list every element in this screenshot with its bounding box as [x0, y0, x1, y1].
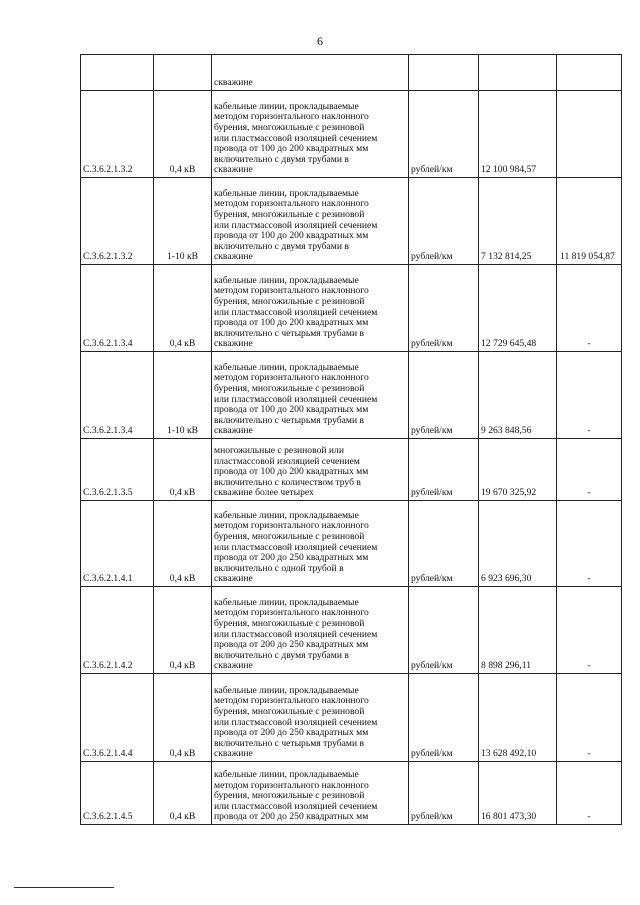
tariff-table — [80, 54, 622, 825]
rate-cell: 8 898 296,11 — [479, 587, 557, 674]
code-cell: С.3.6.2.1.3.5 — [81, 439, 154, 501]
rate-cell: 16 801 473,30 — [479, 762, 557, 825]
unit-cell: рублей/км — [409, 501, 479, 587]
rate-cell: 6 923 696,30 — [479, 501, 557, 587]
rate-alt-cell: - — [557, 674, 622, 762]
rate-alt-cell: 11 819 054,87 — [557, 178, 622, 265]
code-cell: С.3.6.2.1.4.4 — [81, 674, 154, 762]
rate-alt-cell: - — [557, 439, 622, 501]
rate-cell: 9 263 848,56 — [479, 352, 557, 439]
description-cell — [212, 91, 409, 178]
unit-cell: рублей/км — [409, 265, 479, 352]
code-cell: С.3.6.2.1.4.5 — [81, 762, 154, 825]
table-row — [81, 91, 622, 178]
unit-cell: рублей/км — [409, 587, 479, 674]
unit-cell: рублей/км — [409, 91, 479, 178]
rate-cell: 12 100 984,57 — [479, 91, 557, 178]
voltage-cell: 0,4 кВ — [154, 587, 212, 674]
table-row — [81, 501, 622, 587]
description-cell — [212, 439, 409, 501]
description-cell — [212, 674, 409, 762]
description-cell — [212, 352, 409, 439]
description-text: кабельные линии, прокладываемые методом горизонтального наклонного бурения, многожильные с резиновой или пластмассовой изоляцией сечением провода от 100 до 200 квадратных мм включительно с двумя трубами в скважине — [214, 187, 378, 263]
table-row — [81, 55, 622, 91]
code-cell: С.3.6.2.1.4.2 — [81, 587, 154, 674]
footnote-divider — [14, 887, 114, 888]
rate-alt-cell: - — [557, 501, 622, 587]
description-text: кабельные линии, прокладываемые методом горизонтального наклонного бурения, многожильные с резиновой или пластмассовой изоляцией сечением провода от 200 до 250 квадратных мм включительно с одной трубой в скважине — [214, 509, 378, 585]
rate-alt-cell: - — [557, 265, 622, 352]
table-row — [81, 439, 622, 501]
description-text: кабельные линии, прокладываемые методом горизонтального наклонного бурения, многожильные с резиновой или пластмассовой изоляцией сечением провода от 100 до 200 квадратных мм включительно с двумя трубами в скважине — [214, 100, 378, 176]
rate-alt-cell: - — [557, 352, 622, 439]
voltage-cell: 0,4 кВ — [154, 674, 212, 762]
unit-cell: рублей/км — [409, 762, 479, 825]
description-cell — [212, 178, 409, 265]
description-text: многожильные с резиновой или пластмассовой изоляцией сечением провода от 100 до 200 квадратных мм включительно с количеством труб в скважине более четырех — [214, 445, 369, 499]
description-text: кабельные линии, прокладываемые методом горизонтального наклонного бурения, многожильные с резиновой или пластмассовой изоляцией сечением провода от 100 до 200 квадратных мм включительно с четырьмя трубами в скважине — [214, 274, 378, 350]
code-cell — [81, 55, 154, 91]
rate-cell: 13 628 492,10 — [479, 674, 557, 762]
unit-cell — [409, 55, 479, 91]
description-text: кабельные линии, прокладываемые методом горизонтального наклонного бурения, многожильные с резиновой или пластмассовой изоляцией сечением провода от 100 до 200 квадратных мм включительно с четырьмя трубами в скважине — [214, 361, 378, 437]
code-cell: С.3.6.2.1.3.2 — [81, 91, 154, 178]
table-row — [81, 352, 622, 439]
rate-alt-cell — [557, 91, 622, 178]
rate-alt-cell — [557, 55, 622, 91]
rate-cell: 12 729 645,48 — [479, 265, 557, 352]
description-text: кабельные линии, прокладываемые методом горизонтального наклонного бурения, многожильные с резиновой или пластмассовой изоляцией сечением провода от 200 до 250 квадратных мм включительно с четырьмя трубами в скважине — [214, 684, 378, 760]
description-text: скважине — [214, 77, 253, 89]
unit-cell: рублей/км — [409, 439, 479, 501]
rate-alt-cell: - — [557, 587, 622, 674]
table-row — [81, 178, 622, 265]
description-text: кабельные линии, прокладываемые методом горизонтального наклонного бурения, многожильные с резиновой или пластмассовой изоляцией сечением провода от 200 до 250 квадратных мм — [214, 769, 378, 823]
voltage-cell: 0,4 кВ — [154, 501, 212, 587]
table-row — [81, 762, 622, 825]
voltage-cell: 0,4 кВ — [154, 91, 212, 178]
unit-cell: рублей/км — [409, 352, 479, 439]
voltage-cell: 0,4 кВ — [154, 265, 212, 352]
code-cell: С.3.6.2.1.4.1 — [81, 501, 154, 587]
description-cell — [212, 587, 409, 674]
code-cell: С.3.6.2.1.3.4 — [81, 265, 154, 352]
table-row — [81, 674, 622, 762]
voltage-cell: 1-10 кВ — [154, 178, 212, 265]
description-text: кабельные линии, прокладываемые методом горизонтального наклонного бурения, многожильные с резиновой или пластмассовой изоляцией сечением провода от 200 до 250 квадратных мм включительно с двумя трубами в скважине — [214, 596, 378, 672]
voltage-cell — [154, 55, 212, 91]
table-row — [81, 587, 622, 674]
code-cell: С.3.6.2.1.3.2 — [81, 178, 154, 265]
rate-cell: 19 670 325,92 — [479, 439, 557, 501]
voltage-cell: 0,4 кВ — [154, 439, 212, 501]
voltage-cell: 0,4 кВ — [154, 762, 212, 825]
description-cell — [212, 265, 409, 352]
rate-cell: 7 132 814,25 — [479, 178, 557, 265]
description-cell — [212, 501, 409, 587]
unit-cell: рублей/км — [409, 178, 479, 265]
rate-alt-cell: - — [557, 762, 622, 825]
table-row — [81, 265, 622, 352]
unit-cell: рублей/км — [409, 674, 479, 762]
page-number: 6 — [317, 34, 323, 48]
code-cell: С.3.6.2.1.3.4 — [81, 352, 154, 439]
rate-cell — [479, 55, 557, 91]
voltage-cell: 1-10 кВ — [154, 352, 212, 439]
description-cell — [212, 762, 409, 825]
description-cell — [212, 55, 409, 91]
